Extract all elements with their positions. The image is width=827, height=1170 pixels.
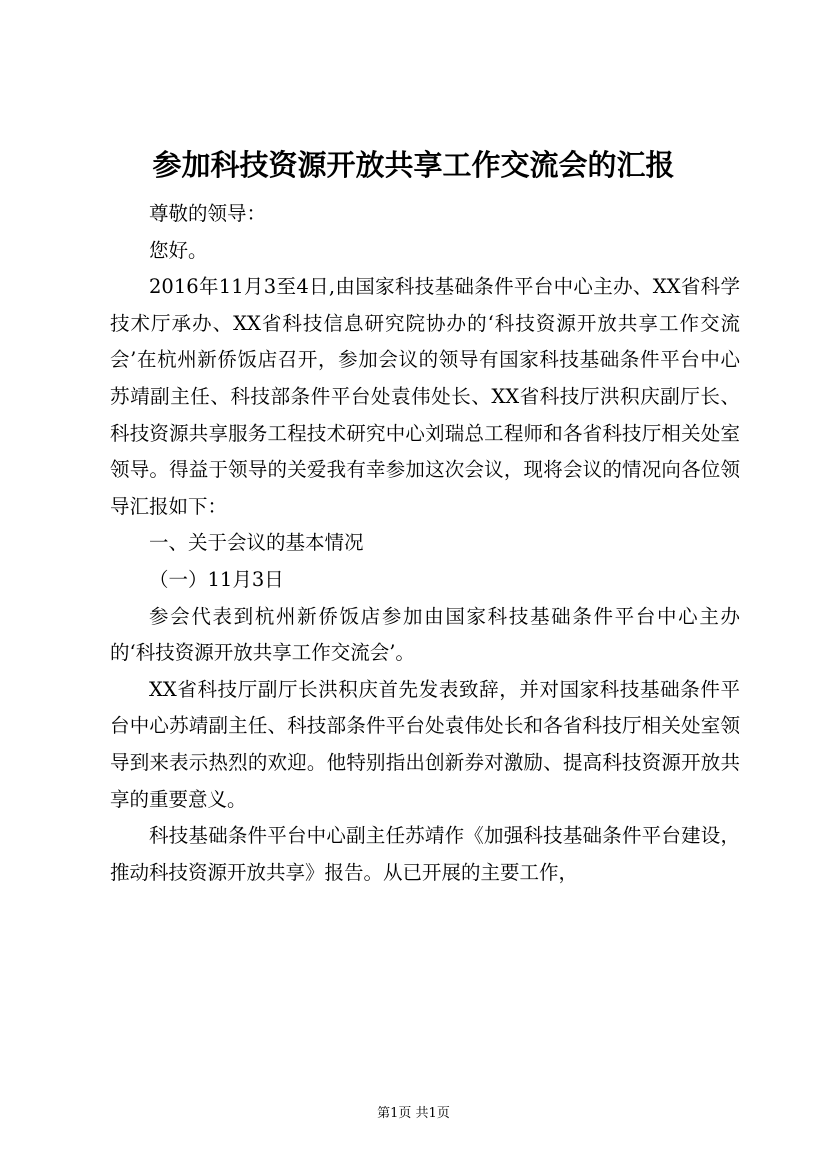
paragraph: 参会代表到杭州新侨饭店参加由国家科技基础条件平台中心主办的‘科技资源开放共享工作交流会’。 [110, 604, 740, 665]
paragraph: 科技基础条件平台中心副主任苏靖作《加强科技基础条件平台建设，推动科技资源开放共享》报告。从已开展的主要工作， [110, 824, 740, 884]
document-body [110, 196, 740, 891]
intro-paragraph: 2016年11月3至4日,由国家科技基础条件平台中心主办、XX省科学技术厅承办、XX省科技信息研究院协办的‘科技资源开放共享工作交流会’在杭州新侨饭店召开，参加会议的领导有国家科技基础条件平台中心苏靖副主任、科技部条件平台处袁伟处长、XX省科技厅洪积庆副厅长、科技资源共享服务工程技术研究中心刘瑞总工程师和各省科技厅相关处室领导。得益于领导的关爱我有幸参加这次会议，现将会议的情况向各位领导汇报如下： [110, 275, 740, 518]
salutation: 尊敬的领导： [149, 202, 267, 225]
greeting: 您好。 [149, 238, 208, 262]
paragraph: XX省科技厅副厅长洪积庆首先发表致辞，并对国家科技基础条件平台中心苏靖副主任、科技部条件平台处袁伟处长和各省科技厅相关处室领导到来表示热烈的欢迎。他特别指出创新券对激励、提高科技资源开放共享的重要意义。 [110, 677, 740, 811]
page-number-footer: 第1页 共1页 [377, 1106, 450, 1121]
section-heading: 一、关于会议的基本情况 [149, 531, 364, 555]
subsection-heading: （一）11月3日 [149, 567, 284, 591]
document-title: 参加科技资源开放共享工作交流会的汇报 [152, 148, 675, 182]
